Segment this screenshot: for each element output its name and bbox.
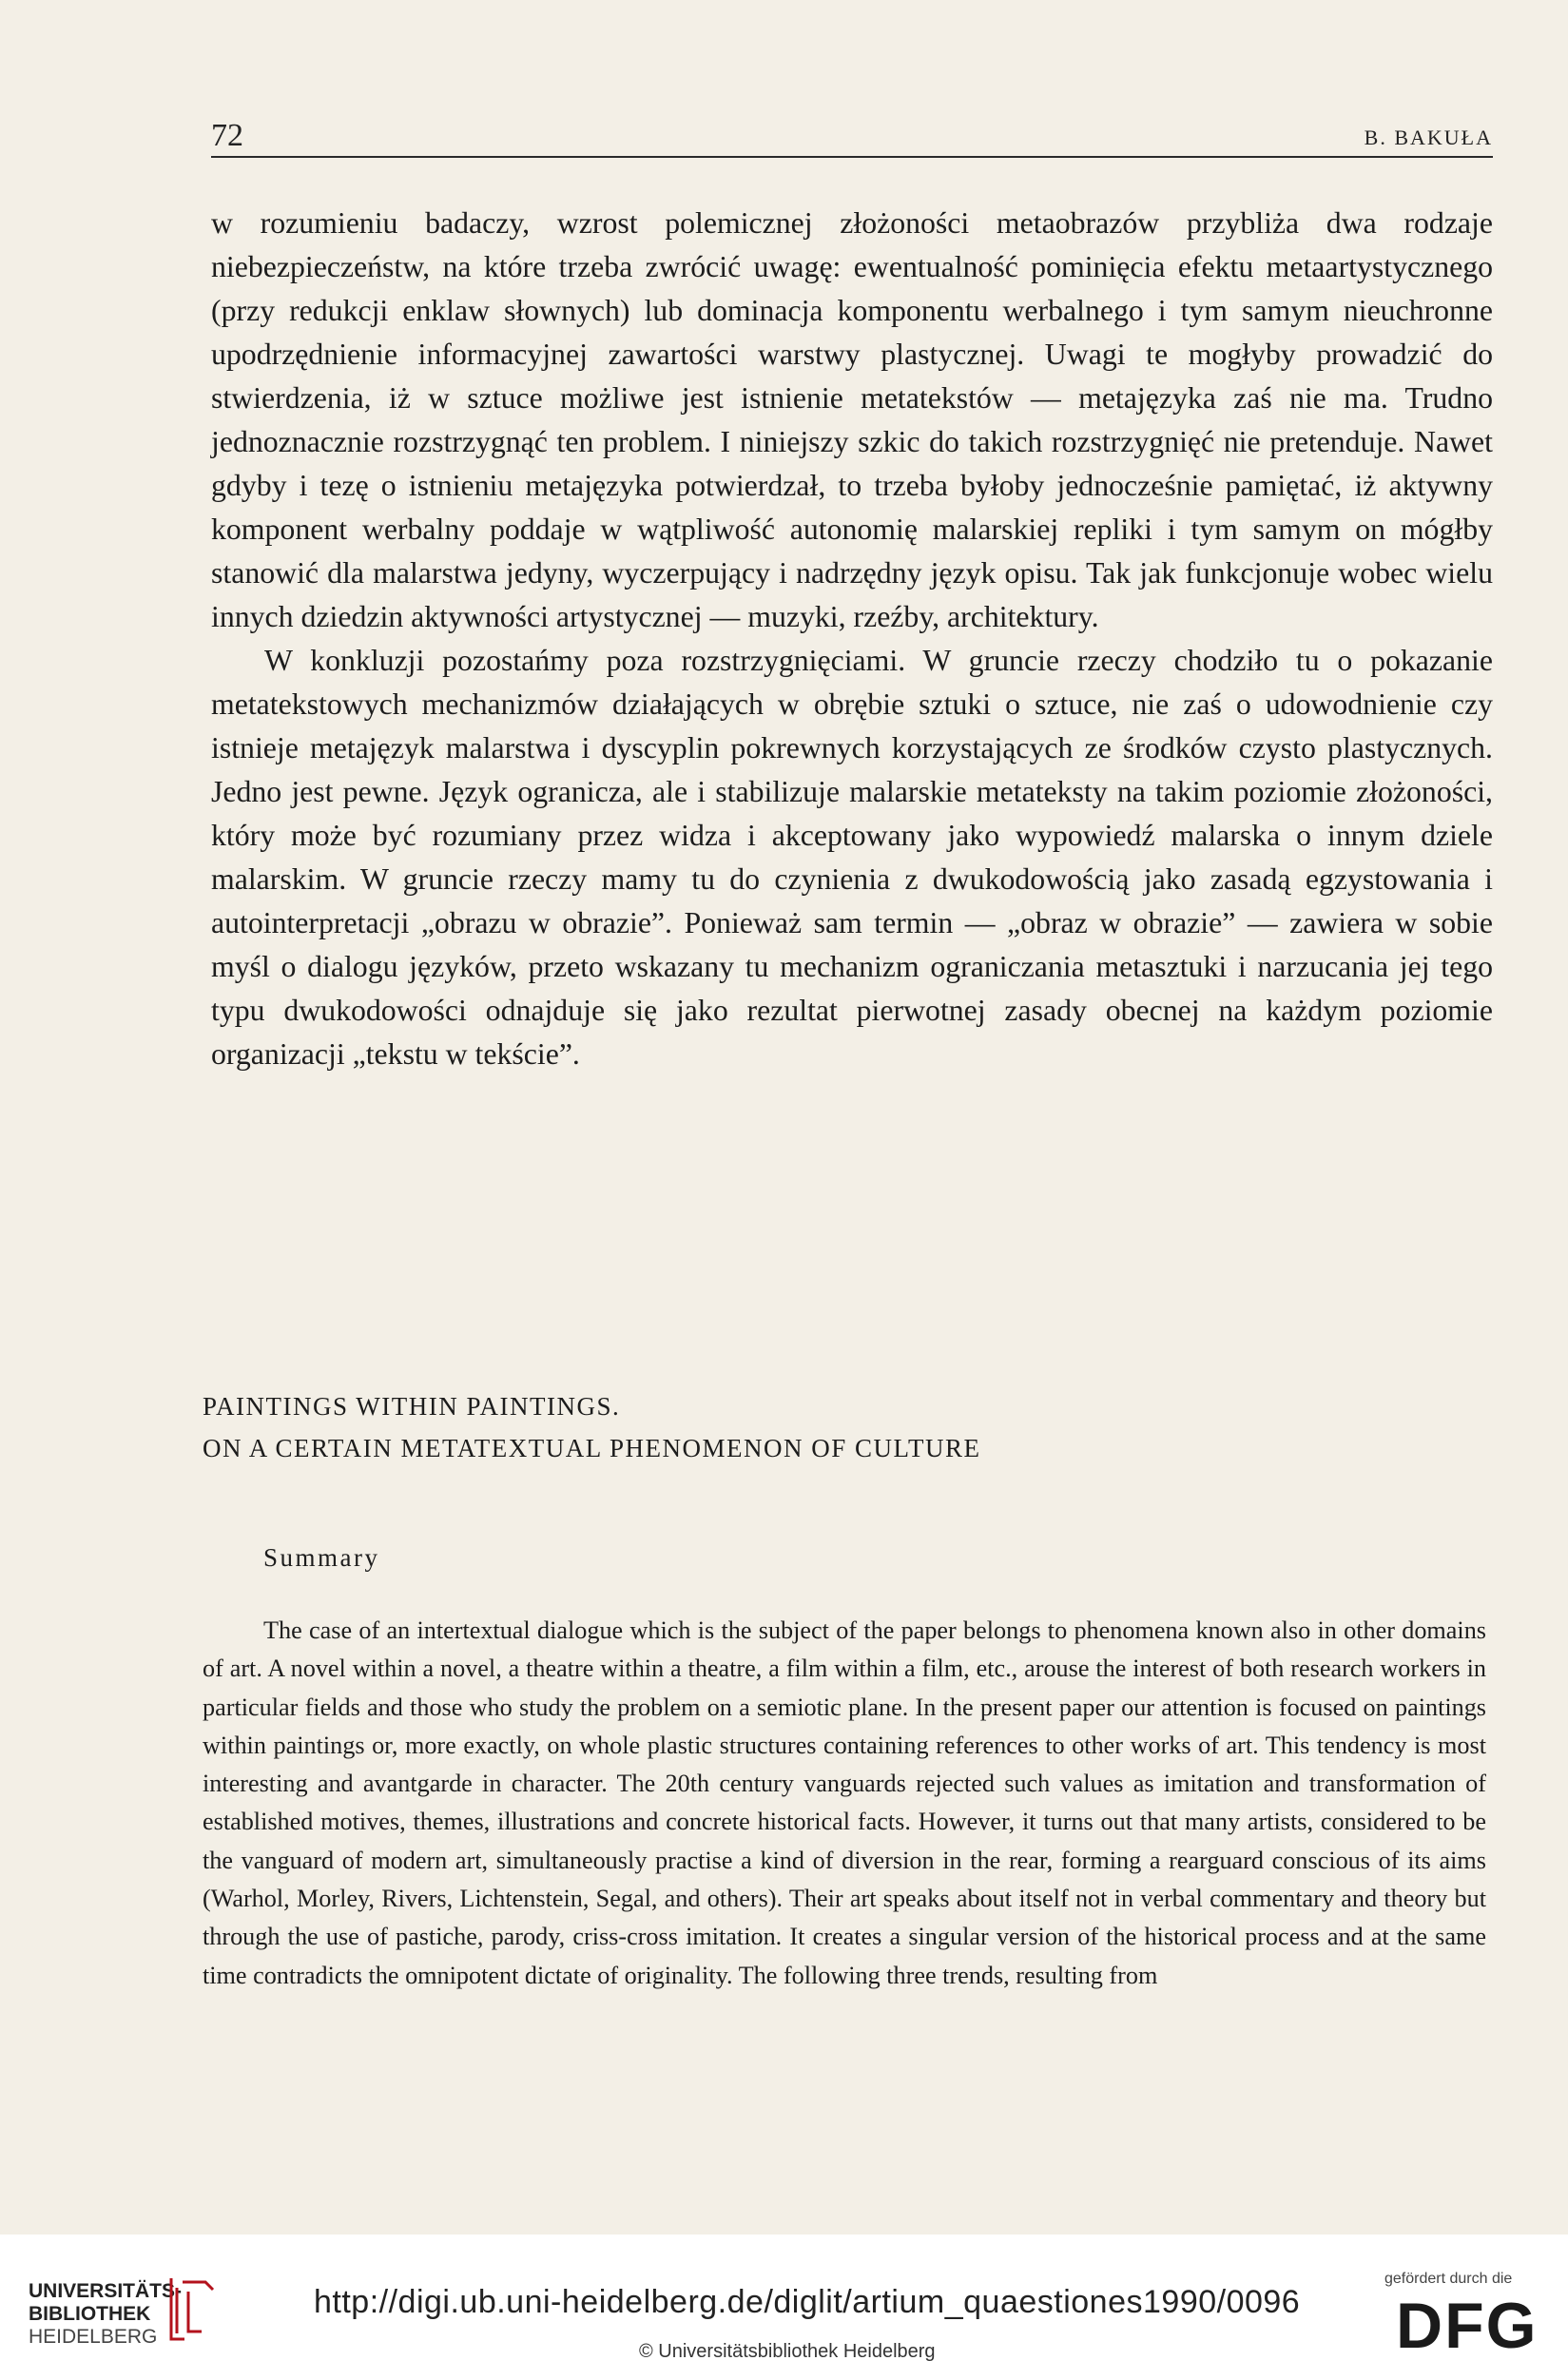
body-paragraph: w rozumieniu badaczy, wzrost polemicznej złożoności metaobrazów przybliża dwa rodzaje niebezpieczeństw, na które trzeba zwrócić uwagę: ewentualność pominięcia efektu metaartystycznego (przy redukcji enklaw słownych) lub dominacja komponentu werbalnego i tym samym nieuchronne upodrzędnienie informacyjnej zawartości warstwy plastycznej. Uwagi te mogłyby prowadzić do stwierdzenia, iż w sztuce możliwe jest istnienie metatekstów — metajęzyka zaś nie ma. Trudno jednoznacznie rozstrzygnąć ten problem. I niniejszy szkic do takich rozstrzygnięć nie pretenduje. Nawet gdyby i tezę o istnieniu metajęzyka potwierdzał, to trzeba byłoby jednocześnie pamiętać, iż aktywny komponent werbalny poddaje w wątpliwość autonomię malarskiej repliki i tym samym on mógłby stanowić dla malarstwa jedyny, wyczerpujący i nadrzędny język opisu. Tak jak funkcjonuje wobec wielu innych dziedzin aktywności artystycznej — muzyki, rzeźby, architektury. xyxy=(211,206,1493,633)
logo-line: BIBLIOTHEK xyxy=(29,2303,151,2325)
page-number: 72 xyxy=(211,118,243,153)
english-title-line: ON A CERTAIN METATEXTUAL PHENOMENON OF CULTURE xyxy=(203,1434,981,1462)
running-head-author: B. BAKUŁA xyxy=(1364,126,1493,149)
footer-bar xyxy=(0,2235,1568,2380)
body-paragraph: W konkluzji pozostańmy poza rozstrzygnięciami. W gruncie rzeczy chodziło tu o pokazanie metatekstowych mechanizmów działających w obrębie sztuki o sztuce, nie zaś o udowodnienie czy istnieje metajęzyk malarstwa i dyscyplin pokrewnych korzystających ze środków czysto plastycznych. Jedno jest pewne. Język ogranicza, ale i stabilizuje malarskie metateksty na takim poziomie złożoności, który może być rozumiany przez widza i akceptowany jako wypowiedź malarska o innym dziele malarskim. W gruncie rzeczy mamy tu do czynienia z dwukodowością jako zasadą egzystowania i autointerpretacji „obrazu w obrazie”. Ponieważ sam termin — „obraz w obrazie” — zawiera w sobie myśl o dialogu języków, przeto wskazany tu mechanizm ograniczania metasztuki i narzucania jej tego typu dwukodowości odnajduje się jako rezultat pierwotnej zasady obecnej na każdym poziomie organizacji „tekstu w tekście”. xyxy=(211,644,1493,1071)
page-header xyxy=(211,112,1493,158)
dfg-logo: DFG xyxy=(1396,2290,1539,2362)
library-logo-text xyxy=(29,2280,182,2349)
logo-line: HEIDELBERG xyxy=(29,2326,158,2348)
copyright-notice: © Universitätsbibliothek Heidelberg xyxy=(639,2341,936,2362)
english-title-line: PAINTINGS WITHIN PAINTINGS. xyxy=(203,1392,621,1421)
summary-heading: Summary xyxy=(263,1543,380,1572)
summary-paragraph: The case of an intertextual dialogue which is the subject of the paper belongs to phenomena known also in other domains of art. A novel within a novel, a theatre within a theatre, a film within a film, etc., arouse the interest of both research workers in particular fields and those who study the problem on a semiotic plane. In the present paper our attention is focused on paintings within paintings or, more exactly, on whole plastic structures containing references to other works of art. This tendency is most interesting and avantgarde in character. The 20th century vanguards rejected such values as imitation and transformation of established motives, themes, illustrations and concrete historical facts. However, it turns out that many artists, considered to be the vanguard of modern art, simultaneously practise a kind of diversion in the rear, forming a rearguard conscious of its aims (Warhol, Morley, Rivers, Lichtenstein, Segal, and others). Their art speaks about itself not in verbal commentary and theory but through the use of pastiche, parody, criss-cross imitation. It creates a singular version of the historical process and at the same time contradicts the omnipotent dictate of originality. The following three trends, resulting from xyxy=(203,1616,1486,1989)
summary-section xyxy=(203,1612,1486,1995)
source-url-link[interactable]: http://digi.ub.uni-heidelberg.de/diglit/artium_quaestiones1990/0096 xyxy=(314,2284,1301,2320)
funded-by-label: gefördert durch die xyxy=(1384,2271,1513,2287)
english-title xyxy=(203,1385,1515,1469)
article-body xyxy=(211,202,1493,1076)
library-logo-icon xyxy=(164,2271,221,2347)
logo-line: UNIVERSITÄTS- xyxy=(29,2280,183,2302)
